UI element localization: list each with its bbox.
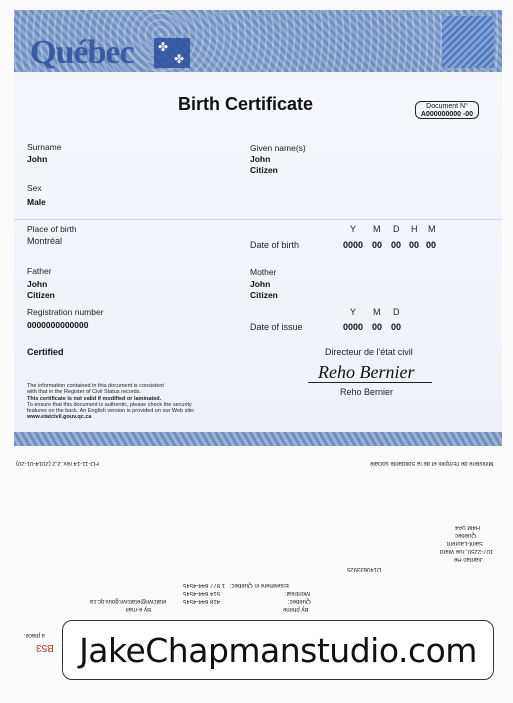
back-ministry-text: Ministère de l'Emploi et de la Solidarité sociale (370, 460, 494, 466)
mother-value-1: John (250, 279, 271, 289)
document-number-label: Document N° (426, 103, 468, 110)
quebec-logo: Québec (30, 34, 134, 71)
back-address-4: Québec (455, 532, 477, 538)
back-address-3: Saint-Laurent (447, 540, 484, 546)
doi-header-y: Y (350, 307, 357, 317)
surname-label: Surname (27, 142, 62, 152)
fine-line-3: This certificate is not valid if modified or laminated. (27, 395, 162, 402)
back-phone-label-3: Elsewhere in Québec: (230, 582, 289, 588)
dob-header-m: M (373, 224, 381, 234)
back-phone-label-1: Québec: (288, 598, 311, 604)
surname-value: John (27, 154, 48, 164)
doi-month: 00 (372, 322, 383, 332)
signature-line (308, 382, 432, 383)
document-number-value: A000000000 -00 (420, 111, 474, 118)
registration-number-label: Registration number (27, 307, 104, 317)
mother-label: Mother (250, 267, 277, 277)
back-address-1: Jiantao He (454, 556, 483, 562)
fine-line-2: with that in the Register of Civil Status records. (27, 389, 142, 396)
document-number-box (415, 101, 479, 119)
fleur-de-lis-icon (154, 38, 190, 68)
hologram-seal (442, 16, 494, 68)
given-names-label: Given name(s) (250, 143, 306, 153)
back-form-code: FO-11-14 rev. 2.2 (2014-01-20) (16, 460, 99, 466)
back-phone-number-2: 514 644-4545 (183, 590, 221, 596)
back-address-5: H4M 0A4 (455, 524, 481, 530)
fine-print (27, 383, 247, 421)
back-red-code: B53 (36, 642, 54, 653)
place-of-birth-value: Montréal (27, 236, 63, 246)
doi-header-m: M (373, 307, 381, 317)
dob-day: 00 (391, 240, 402, 250)
registration-number-value: 0000000000000 (27, 320, 89, 330)
dob-header-y: Y (350, 224, 357, 234)
fine-line-4: To ensure that this document is authentic, please check the security (27, 401, 192, 408)
back-phone-number-3: 1 877 644-4545 (183, 582, 226, 588)
given-names-value-1: John (250, 154, 271, 164)
back-by-email-label: By e-mail (126, 606, 152, 612)
back-ref-code: D140633925 (347, 566, 382, 572)
dob-month: 00 (372, 240, 383, 250)
fine-line-5: features on the back. An English version is provided on our Web site: (27, 408, 195, 415)
back-bottom-text: a place. (24, 632, 46, 638)
sex-value: Male (27, 197, 46, 207)
dob-header-d: D (393, 224, 400, 234)
dob-header-h: H (411, 224, 418, 234)
mother-value-2: Citizen (250, 290, 278, 300)
sex-label: Sex (27, 183, 42, 193)
dob-year: 0000 (343, 240, 364, 250)
registrar-signature: Reho Bernier (318, 362, 415, 382)
security-band-bottom (14, 432, 502, 446)
doi-header-d: D (393, 307, 400, 317)
watermark-banner (62, 620, 494, 680)
father-value-1: John (27, 279, 48, 289)
certificate-title: Birth Certificate (178, 94, 314, 114)
dob-hour: 00 (409, 240, 420, 250)
dob-minute: 00 (426, 240, 437, 250)
doi-label: Date of issue (250, 322, 303, 332)
registrar-name: Reho Bernier (340, 387, 394, 397)
father-value-2: Citizen (27, 290, 55, 300)
dob-header-min: M (428, 224, 436, 234)
section-divider (14, 219, 502, 220)
doi-day: 00 (391, 322, 402, 332)
given-names-value-2: Citizen (250, 165, 278, 175)
back-phone-label-2: Montréal: (285, 590, 311, 596)
back-by-phone-label: By phone (283, 606, 309, 612)
doi-year: 0000 (343, 322, 364, 332)
fine-line-1: The information contained in this document is consistent (27, 383, 164, 389)
certified-text: Certified (27, 347, 64, 357)
fine-line-6: www.etatcivil.gouv.qc.ca (27, 414, 92, 421)
back-address-2: 107-2250, rue Ward (440, 548, 494, 554)
watermark-text: JakeChapmanstudio.com (79, 630, 477, 670)
father-label: Father (27, 266, 52, 276)
dob-label: Date of birth (250, 240, 300, 250)
back-phone-number-1: 418 644-4545 (183, 598, 221, 604)
back-email: etatcivil@etatcivil.gouv.qc.ca (90, 598, 167, 604)
registrar-title: Directeur de l'état civil (325, 347, 413, 357)
place-of-birth-label: Place of birth (27, 224, 77, 234)
